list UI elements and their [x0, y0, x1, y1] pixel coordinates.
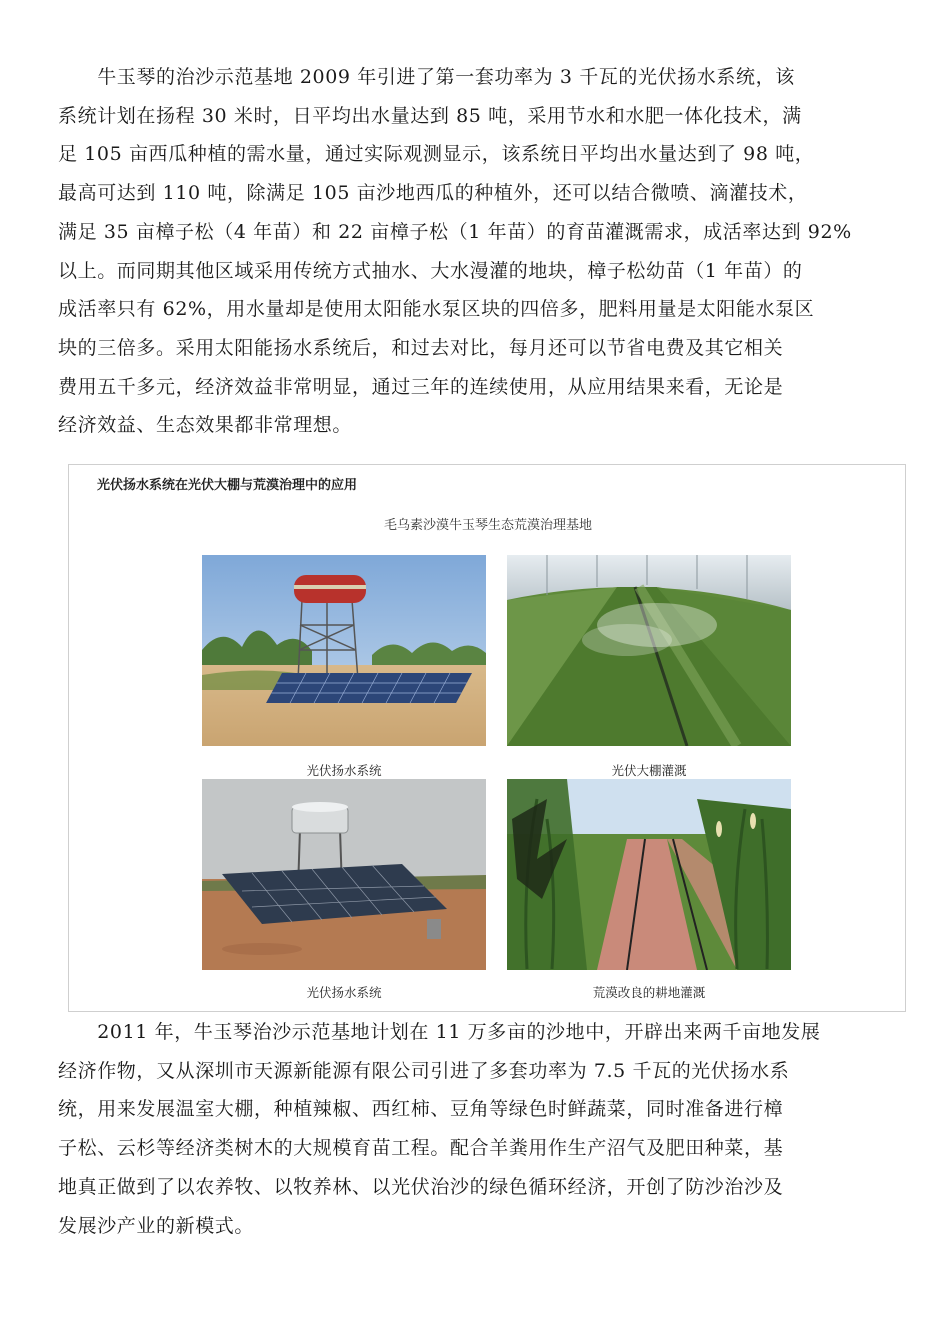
- text-line: 满足 35 亩樟子松（4 年苗）和 22 亩樟子松（1 年苗）的育苗灌溉需求，成活率达到 92%: [58, 220, 852, 243]
- paragraph-1: [58, 58, 894, 445]
- photo-cropland-irrigation: [507, 779, 791, 970]
- photo-caption: 光伏大棚灌溉: [611, 763, 687, 778]
- text-line: 最高可达到 110 吨，除满足 105 亩沙地西瓜的种植外，还可以结合微喷、滴灌技术，: [58, 182, 808, 205]
- photo-solar-pump-tank: [202, 779, 486, 970]
- figure-title: 光伏扬水系统在光伏大棚与荒漠治理中的应用: [97, 478, 358, 493]
- photo-caption: 荒漠改良的耕地灌溉: [592, 985, 706, 1000]
- text-line: 2011 年，牛玉琴治沙示范基地计划在 11 万多亩的沙地中，开辟出来两千亩地发展: [58, 1021, 821, 1043]
- text-line: 以上。而同期其他区域采用传统方式抽水、大水漫灌的地块，樟子松幼苗（1 年苗）的: [58, 259, 803, 282]
- text-line: 地真正做到了以农养牧、以牧养林、以光伏治沙的绿色循环经济，开创了防沙治沙及: [58, 1175, 784, 1198]
- text-line: 经济作物，又从深圳市天源新能源有限公司引进了多套功率为 7.5 千瓦的光伏扬水系: [58, 1059, 790, 1082]
- paragraph-2: [58, 1013, 894, 1245]
- photo-caption: 光伏扬水系统: [306, 985, 382, 1000]
- text-line: 子松、云杉等经济类树木的大规模育苗工程。配合羊粪用作生产沼气及肥田种菜，基: [58, 1137, 784, 1160]
- text-line: 牛玉琴的治沙示范基地 2009 年引进了第一套功率为 3 千瓦的光伏扬水系统，该: [58, 66, 795, 88]
- photo-caption: 光伏扬水系统: [306, 763, 382, 778]
- figure-subtitle: 毛乌素沙漠牛玉琴生态荒漠治理基地: [383, 518, 592, 533]
- photo-solar-pump-tower: [202, 555, 486, 746]
- text-line: 足 105 亩西瓜种植的需水量，通过实际观测显示，该系统日平均出水量达到了 98 吨，: [58, 143, 815, 166]
- text-line: 经济效益、生态效果都非常理想。: [58, 414, 353, 437]
- text-line: 成活率只有 62%，用水量却是使用太阳能水泵区块的四倍多，肥料用量是太阳能水泵区: [58, 298, 815, 321]
- text-line: 系统计划在扬程 30 米时，日平均出水量达到 85 吨，采用节水和水肥一体化技术，满: [58, 104, 802, 127]
- text-line: 统，用来发展温室大棚，种植辣椒、西红柿、豆角等绿色时鲜蔬菜，同时准备进行樟: [58, 1098, 784, 1121]
- text-line: 块的三倍多。采用太阳能扬水系统后，和过去对比，每月还可以节省电费及其它相关: [58, 336, 784, 359]
- text-line: 发展沙产业的新模式。: [58, 1214, 255, 1237]
- figure-panel: [68, 464, 906, 1012]
- text-line: 费用五千多元，经济效益非常明显，通过三年的连续使用，从应用结果来看，无论是: [58, 375, 784, 398]
- photo-greenhouse-irrigation: [507, 555, 791, 746]
